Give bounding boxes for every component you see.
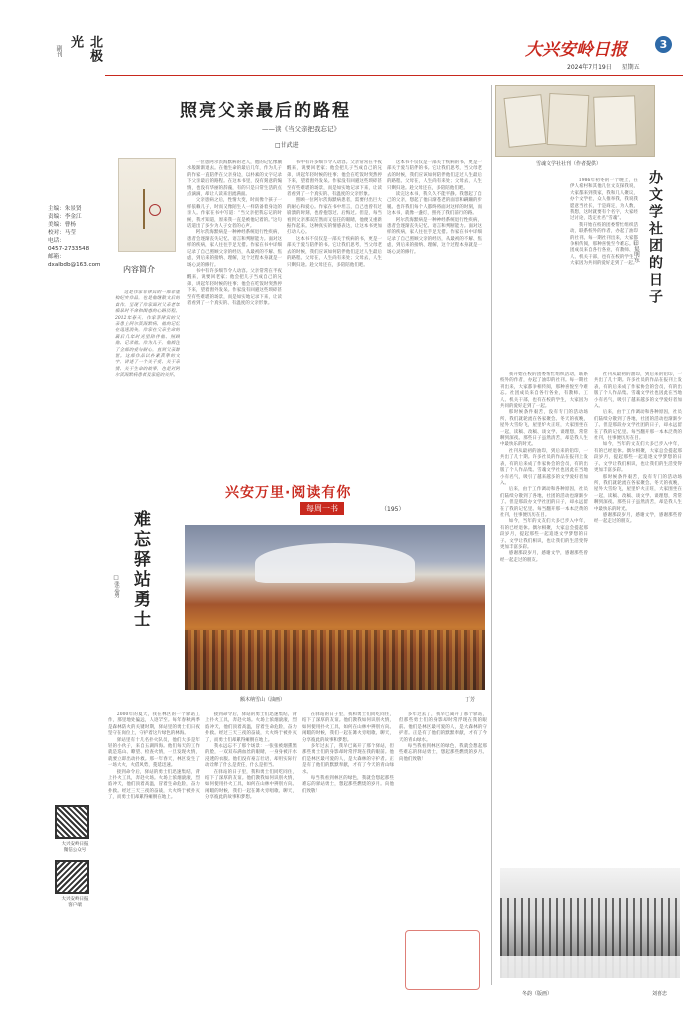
paragraph: 接到命令后，驿站的勇士们迅速集结，背上扑火工具，奔赴火场。火场上浓烟滚滚，烈焰冲天，他们顶着高温，冒着生命危险，奋力扑救。经过三天三夜的奋战，大火终于被扑灭了，而勇士们却累得瘫倒在地上。 xyxy=(205,712,297,743)
column-divider xyxy=(491,85,492,985)
qr-code-app xyxy=(55,860,89,894)
painting1-caption: 额木纳雪山（油画） xyxy=(240,697,286,703)
column-issue: （195） xyxy=(381,506,405,513)
painting2-caption: 冬韵（版画） xyxy=(522,991,553,997)
article1-body-col1 xyxy=(187,160,282,470)
staff-line: 电话： xyxy=(48,238,65,244)
paragraph: 一位患阿尔茨海默病的老人，他的记忆像潮水般渐渐退去。在他生命的最后几年，作为儿子的作家一直陪伴在父亲身边，以朴素的文字记录下父亲最后的路程。在这本书里，没有刻意的煽情，也没有华丽的辞藻，有的只是日常生活的点点滴滴，却让人读来泪流满面。 xyxy=(187,160,282,198)
book-intro-label: 内容简介 xyxy=(123,265,155,274)
article2-photo-caption: 雪魂文学社社刊（作者提供） xyxy=(536,161,602,167)
article3-body-col4 xyxy=(399,712,487,864)
paper-logo xyxy=(525,35,627,60)
article3-body-col2 xyxy=(205,712,297,987)
article3-body-col3 xyxy=(302,712,394,987)
book-intro-text: 这是作家菲律宾的一部非虚构纪实作品，也是他继散文后的首作，呈现了作家面对父亲老年痴呆时不舍和困惑的心路历程。2012年春天，作家菲律宾的父亲患上阿尔茨海默病，他的记忆在迅速消失，作家在父亲生命的最后几年时光里陪伴他、照顾他、记录他。作为儿子，他倾注了全部的爱与耐心，直到父亲辞世。这部作品以朴素真挚的文字，讲述了一个关于爱、关于亲情、关于生命的故事，也是对阿尔茨海默病患者及家庭的关怀。 xyxy=(115,290,180,379)
staff-line: 校对：马莹 xyxy=(48,230,76,236)
article2-author: □吴明东 xyxy=(633,240,639,263)
staff-line: 邮箱： xyxy=(48,254,65,260)
qr-code-wechat xyxy=(55,805,89,839)
issue-date xyxy=(567,62,640,71)
paragraph: 社刊从最初的油印，到后来的铅印，一共出了几十期。许多社员的作品在报刊上发表，有的后来成了作家协会的会员，有的出版了个人作品集。雪魂文学社也因此在当地小有名气，吸引了越来越多的文学爱好者加入。 xyxy=(500,448,588,486)
book-cover-image xyxy=(118,158,176,252)
section-sub: 副刊 xyxy=(55,45,62,57)
qr-caption-app: 大兴安岭日报 客户端 xyxy=(61,897,89,908)
painting-snow-mountain xyxy=(185,525,485,690)
paragraph: 书中有许多细节令人动容。父亲常常在半夜醒来，说要回老家；他会把儿子当成自己的兄弟，讲起年轻时候的往事；他会在吃饭时突然停下来，望着窗外发呆。作家没有回避这些琐碎甚至有些难堪的场景，而是如实地记录下来，让读者看到了一个真实的、有温度的父亲形象。 xyxy=(287,160,382,198)
section-title: 北极光 xyxy=(68,35,102,63)
paragraph: 多年过去了，我早已离开了那个驿站，但那些勇士们的身影却时常浮现在我的眼前。他们是林区最可爱的人，是大森林的守护者。正是有了他们的默默奉献，才有了今天的青山绿水。 xyxy=(399,712,487,743)
article1-body-col2 xyxy=(287,160,382,470)
paragraph: 这本书不仅仅是一部关于疾病的书，更是一部关于爱与陪伴的书。它让我们思考，当父母老去的时候，我们应该如何陪伴他们走过人生最后的路程。父母在，人生尚有来处；父母去，人生只剩归途。趁父母还在，多陪陪他们吧。 xyxy=(287,236,382,268)
staff-info xyxy=(48,205,110,269)
column-title: 兴安万里·阅读有你 xyxy=(225,485,352,501)
article1-title: 照亮父亲最后的路程 xyxy=(180,101,351,121)
paragraph: 在驿站的日子里，我和勇士们同吃同住，结下了深厚的友谊。他们教我如何识别火情，如何使用扑火工具，如何在山林中辨别方向。闲暇的时候，我们一起在篝火旁唱歌、聊天，分享彼此的故事和梦想。 xyxy=(205,769,297,801)
paragraph: 阿尔茨海默病是一种神经系统退行性疾病，患者会逐渐丧失记忆、语言和判断能力。面对这样的疾病，家人往往手足无措。作家在书中详细记录了自己照顾父亲的经历，从最初的不解、焦虑，到后来的接纳、理解，这个过程本身就是一场心灵的修行。 xyxy=(187,230,282,268)
paragraph: 我开始在校的团委帮忙组织活动，联系校外的作者，办起了油印的社刊。每一期社刊出来，大家都争相传阅，那种喜悦至今难忘。社团成员来自各行各业，有教师、工人、机关干部，也有在校的学生，大家因为共同的爱好走到了一起。 xyxy=(570,222,638,267)
paragraph: 感谢那段岁月，感谢文学，感谢那些曾经一起走过的朋友。 xyxy=(594,512,682,525)
staff-line: 美编：曹杨 xyxy=(48,222,76,228)
article1-body-col3 xyxy=(387,160,482,470)
paragraph: 后来，由于工作调动和各种原因，社员们陆续分散到了各地，社团的活动也渐渐少了。但是那段办文学社团的日子，却永远留在了我的记忆里。每当翻开那一本本泛黄的社刊，往事便历历在目。 xyxy=(594,410,682,442)
painting2-artist: 刘喜忠 xyxy=(652,991,668,997)
paragraph: 父亲患病之后，性情大变，时而像个孩子一样依赖儿子，时而又像陌生人一样防备着身边的亲人。作家在书中写道：“当父亲把我忘记的时候，我才知道，原来我一直是被他记着的。”这句话道出了多少为人子女者的心声。 xyxy=(187,198,282,230)
paragraph: 接到命令后，驿站的勇士们迅速集结，背上扑火工具，奔赴火场。火场上浓烟滚滚，烈焰冲天，他们顶着高温，冒着生命危险，奋力扑救。经过三天三夜的奋战，大火终于被扑灭了，而勇士们却累得瘫倒在地上。 xyxy=(108,769,200,801)
staff-line: 责编：李金江 xyxy=(48,214,82,220)
column-banner xyxy=(205,478,450,520)
paragraph: 阿尔茨海默病是一种神经系统退行性疾病，患者会逐渐丧失记忆、语言和判断能力。面对这样的疾病，家人往往手足无措。作家在书中详细记录了自己照顾父亲的经历，从最初的不解、焦虑，到后来的接纳、理解，这个过程本身就是一场心灵的修行。 xyxy=(387,217,482,255)
article2-photo xyxy=(495,85,655,157)
column-sub: 每周一书 xyxy=(300,502,344,515)
paragraph: 多年过去了，我早已离开了那个驿站，但那些勇士们的身影却时常浮现在我的眼前。他们是林区最可爱的人，是大森林的守护者。正是有了他们的默默奉献，才有了今天的青山绿水。 xyxy=(302,744,394,775)
paragraph: 这本书不仅仅是一部关于疾病的书，更是一部关于爱与陪伴的书。它让我们思考，当父母老去的时候，我们应该如何陪伴他们走过人生最后的路程。父母在，人生尚有来处；父母去，人生只剩归途。趁父母还在，多陪陪他们吧。 xyxy=(387,160,482,191)
page-number-badge xyxy=(655,36,672,53)
section-logo xyxy=(52,35,100,75)
article1-author: □甘武进 xyxy=(275,142,299,149)
painting1-artist: 丁芳 xyxy=(465,697,476,703)
paragraph: 那时候条件艰苦，没有专门的活动场所，我们就轮流在各家聚会。冬天的夜晚，屋外大雪纷飞，屋里炉火正旺，大家围坐在一起，读稿、改稿、谈文学、谈理想，常常聊到深夜。那些日子虽然清苦，却是我人生中最快乐的时光。 xyxy=(500,410,588,448)
paragraph: 驿站里有十几名扑火队员，他们大多是年轻的小伙子，来自五湖四海。他们每天的工作就是巡山、瞭望、检查火情，一旦发现火情，就要立即出动扑救。那一年春天，林区发生了一场大火，火借风势，蔓延迅速。 xyxy=(108,737,200,769)
article3-title: 难忘驿站勇士 xyxy=(130,510,150,630)
paragraph: 感谢那段岁月，感谢文学，感谢那些曾经一起走过的朋友。 xyxy=(500,551,588,563)
paragraph: 我永远忘不了那个场景：一张张被烟熏黑的脸，一双双布满血丝的眼睛，一身身被汗水浸透的衣服。他们没有豪言壮语，却用实际行动诠释了什么是责任，什么是担当。 xyxy=(205,744,297,769)
paragraph: 如今，当年的文友们大多已步入中年，有的已经退休。偶尔相聚，大家总会提起那段岁月，提起那些一起追逐文学梦想的日子。文学让我们相识，也让我们的生活变得更加丰富多彩。 xyxy=(594,442,682,474)
paragraph: 那时候条件艰苦，没有专门的活动场所，我们就轮流在各家聚会。冬天的夜晚，屋外大雪纷飞，屋里炉火正旺，大家围坐在一起，读稿、改稿、谈文学、谈理想，常常聊到深夜。那些日子虽然清苦，却是我人生中最快乐的时光。 xyxy=(594,474,682,512)
article3-author: □张志勇 xyxy=(113,575,119,598)
page-number: 3 xyxy=(659,38,668,51)
paragraph: 照顾一位阿尔茨海默病患者，需要付出巨大的耐心和爱心。作家在书中坦言，自己也曾有过崩溃的时刻，也曾抱怨过、后悔过。但是，每当看到父亲那双茫然而又信任的眼睛，他便又重新振作起来。这种真实的情感表达，让这本书更加打动人心。 xyxy=(287,198,382,236)
paper-name: 大兴安岭日报 xyxy=(525,40,627,60)
promo-stamp xyxy=(405,930,480,990)
paragraph: 书中有许多细节令人动容。父亲常常在半夜醒来，说要回老家；他会把儿子当成自己的兄弟，讲起年轻时候的往事；他会在吃饭时突然停下来，望着窗外发呆。作家没有回避这些琐碎甚至有些难堪的场景，而是如实地记录下来，让读者看到了一个真实的、有温度的父亲形象。 xyxy=(187,268,282,306)
article3-body-col1 xyxy=(108,712,200,987)
paragraph: 如今，当年的文友们大多已步入中年，有的已经退休。偶尔相聚，大家总会提起那段岁月，提起那些一起追逐文学梦想的日子。文学让我们相识，也让我们的生活变得更加丰富多彩。 xyxy=(500,519,588,550)
qr-caption-wechat: 大兴安岭日报 微信公众号 xyxy=(61,842,89,853)
paragraph: 读完这本书，我久久不能平静。我想起了自己的父亲，想起了他日渐苍老的面容和蹒跚的步履。也许我们每个人都终将面对这样的时刻，而这本书，就像一盏灯，照亮了我们前行的路。 xyxy=(387,192,482,217)
article2-body-upper xyxy=(570,178,638,370)
article2-title: 办文学社团的日子 xyxy=(647,170,663,306)
paragraph: 1986年初冬的一个晚上，在伊人希村和其他几位文友探我说，大家都来到我家，我和几人聚议，办个文学社，众人推举我，我说我愿意当社长，于是商定，为人数，我想，这时就要有个名字，大家经过讨论，选定社名“雪魂”。 xyxy=(570,178,638,222)
paragraph: 每当我看到林区的绿色，我就会想起那些难忘的驿站勇士，想起那些燃烧的岁月。向他们致敬！ xyxy=(302,776,394,794)
painting-winter-print xyxy=(500,868,680,978)
header-rule xyxy=(105,75,683,76)
staff-line: dxalbdb@163.com xyxy=(48,262,101,268)
paragraph: 后来，由于工作调动和各种原因，社员们陆续分散到了各地，社团的活动也渐渐少了。但是那段办文学社团的日子，却永远留在了我的记忆里。每当翻开那一本本泛黄的社刊，往事便历历在目。 xyxy=(500,487,588,518)
paragraph: 社刊从最初的油印，到后来的铅印，一共出了几十期。许多社员的作品在报刊上发表，有的后来成了作家协会的会员，有的出版了个人作品集。雪魂文学社也因此在当地小有名气，吸引了越来越多的文学爱好者加入。 xyxy=(594,372,682,410)
paragraph: 我开始在校的团委帮忙组织活动，联系校外的作者，办起了油印的社刊。每一期社刊出来，大家都争相传阅，那种喜悦至今难忘。社团成员来自各行各业，有教师、工人、机关干部，也有在校的学生，大家因为共同的爱好走到了一起。 xyxy=(500,372,588,410)
staff-line: 主编：朱景贤 xyxy=(48,206,82,212)
paragraph: 2000年的夏天，我在林区的一个驿站工作，那里地处偏远，人迹罕至。每年春秋两季是森林防火的关键时期，驿站里的勇士们日夜坚守在岗位上，守护着这片绿色的林海。 xyxy=(108,712,200,737)
weekday: 星期五 xyxy=(621,64,640,71)
staff-line: 0457-2733548 xyxy=(48,246,90,252)
paragraph: 在驿站的日子里，我和勇士们同吃同住，结下了深厚的友谊。他们教我如何识别火情，如何使用扑火工具，如何在山林中辨别方向。闲暇的时候，我们一起在篝火旁唱歌、聊天，分享彼此的故事和梦想。 xyxy=(302,712,394,743)
paragraph: 每当我看到林区的绿色，我就会想起那些难忘的驿站勇士，想起那些燃烧的岁月。向他们致敬！ xyxy=(399,744,487,762)
date: 2024年7月19日 xyxy=(567,64,612,71)
article1-subtitle: ——读《当父亲把我忘记》 xyxy=(262,125,340,133)
